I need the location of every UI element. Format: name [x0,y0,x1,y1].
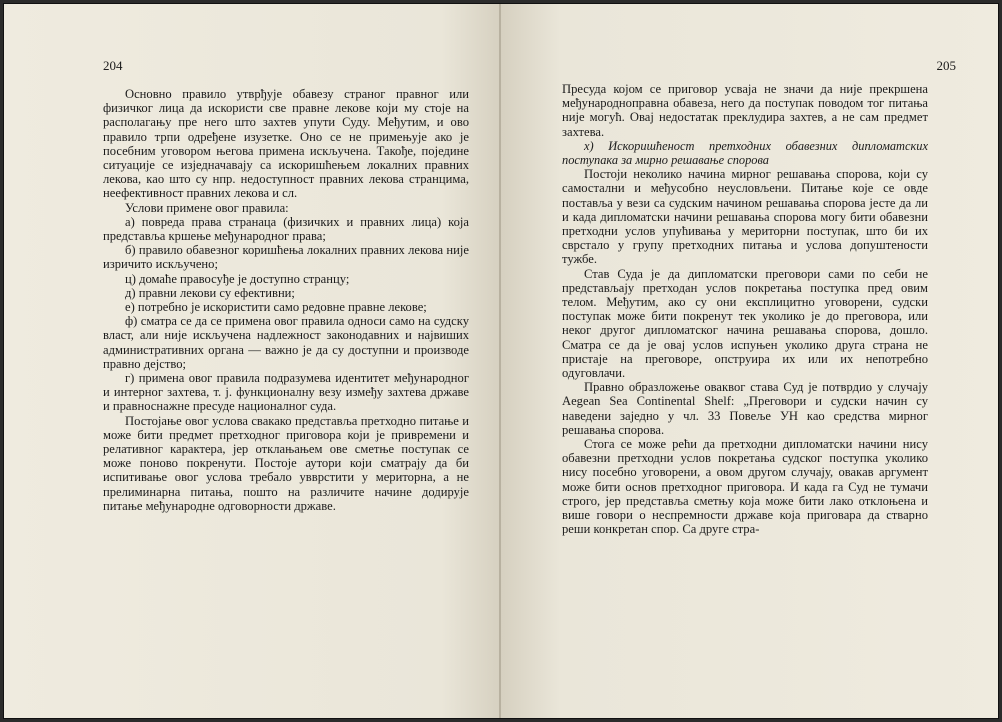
condition-item: б) правило обавезног коришћења локалних правних лекова није изричито искључено; [103,243,469,272]
page-number: 204 [103,58,123,73]
book-spread [4,4,998,718]
page-number: 205 [936,58,956,73]
section-subheading: x) Искоришћеност претходних обавезних дипломатских поступака за мирно решавање спорова [562,138,928,168]
paragraph: Стога се може рећи да претходни дипломатски начини нису обавезни претходни услов покретања судског поступка уколико нису посебно уговорени, а овом другом случају, овакав аргумент може бити основ претходног приговора. И када га Суд не тумачи строго, јер представља сметњу која може бити лако отклоњена и више говори о неспремности државе која приговара да стварно реши конкретан спор. Са друге стра- [562,437,928,537]
left-page [4,4,501,718]
paragraph: Услови примене овог правила: [125,200,289,215]
condition-item: е) потребно је искористити само редовне правне лекове; [125,300,427,315]
condition-item: д) правни лекови су ефективни; [125,285,295,300]
right-body-text [562,82,928,537]
condition-item: ф) сматра се да се примена овог правила односи само на судску власт, али није искључена надлежност законодавних и највиших административних органа — важно је да су доступни и производе правно дејство; [103,314,469,371]
paragraph: Правно образложење оваквог става Суд је потврдио у случају Aegean Sea Continental Shelf: „Преговори и судски начин су наведени заједно у чл. 33 Повеље УН као средства мирног решавања спорова. [562,380,928,437]
condition-item: ц) домаће правосуђе је доступно странцу; [125,271,350,286]
paragraph: Постоји неколико начина мирног решавања спорова, који су самостални и међусобно неусловљени. Питање које се овде поставља у вези са судским начином решавања спорова јесте да ли и када дипломатски начини решавања спорова могу бити обавезни претходни услов упућивања у мериторни поступак, што би их сврстало у групу претходних питања и услова допуштености тужбе. [562,167,928,267]
condition-item: г) примена овог правила подразумева идентитет међународног и интерног захтева, т. ј. функционалну везу између захтева државе и правноснажне пресуде националног суда. [103,371,469,414]
paragraph: Постојање овог услова свакако представља претходно питање и може бити предмет претходног приговора који је привремени и релативног карактера, јер отклањањем ове сметње поступак се може поново покренути. Постоје аутори који сматрају да би испитивање овог услова требало увврстити у мериторна, а не прелиминарна питања, пошто на различите начине додирује питање међународне одговорности државе. [103,413,469,513]
paragraph: Основно правило утврђује обавезу страног правног или физичког лица да искористи све правне лекове који му стоје на располагању пре него што захтев упути Суду. Међутим, и ово правило трпи одређене изузетке. Оно се не примењује ако је посебним уговором његова примена искључена. Такође, поједине ситуације се изједначавају са искоришћењем локалних правних лекова, као што су нпр. недоступност правних лекова странцима, неефективност правних лекова и сл. [103,87,469,201]
condition-item: а) повреда права странаца (физичких и правних лица) која представља кршење међународног права; [103,214,469,244]
paragraph: Став Суда је да дипломатски преговори сами по себи не представљају претходан услов покретања поступка пред овим телом. Међутим, ако су они експлицитно уговорени, судски поступак може бити покренут тек уколико је до преговора, или неког другог дипломатског начина решавања спорова, дошло. Сматра се да је овај услов испуњен уколико друга страна не пристаје на преговоре, опструира их или их непотребно одуговлачи. [562,266,928,381]
left-body-text [103,87,469,513]
paragraph: Пресуда којом се приговор усваја не значи да није прекршена међународноправна обавеза, него да поступак поводом тог питања није могућ. Овај недостатак преклудира захтев, а не сам предмет захтева. [562,82,928,139]
